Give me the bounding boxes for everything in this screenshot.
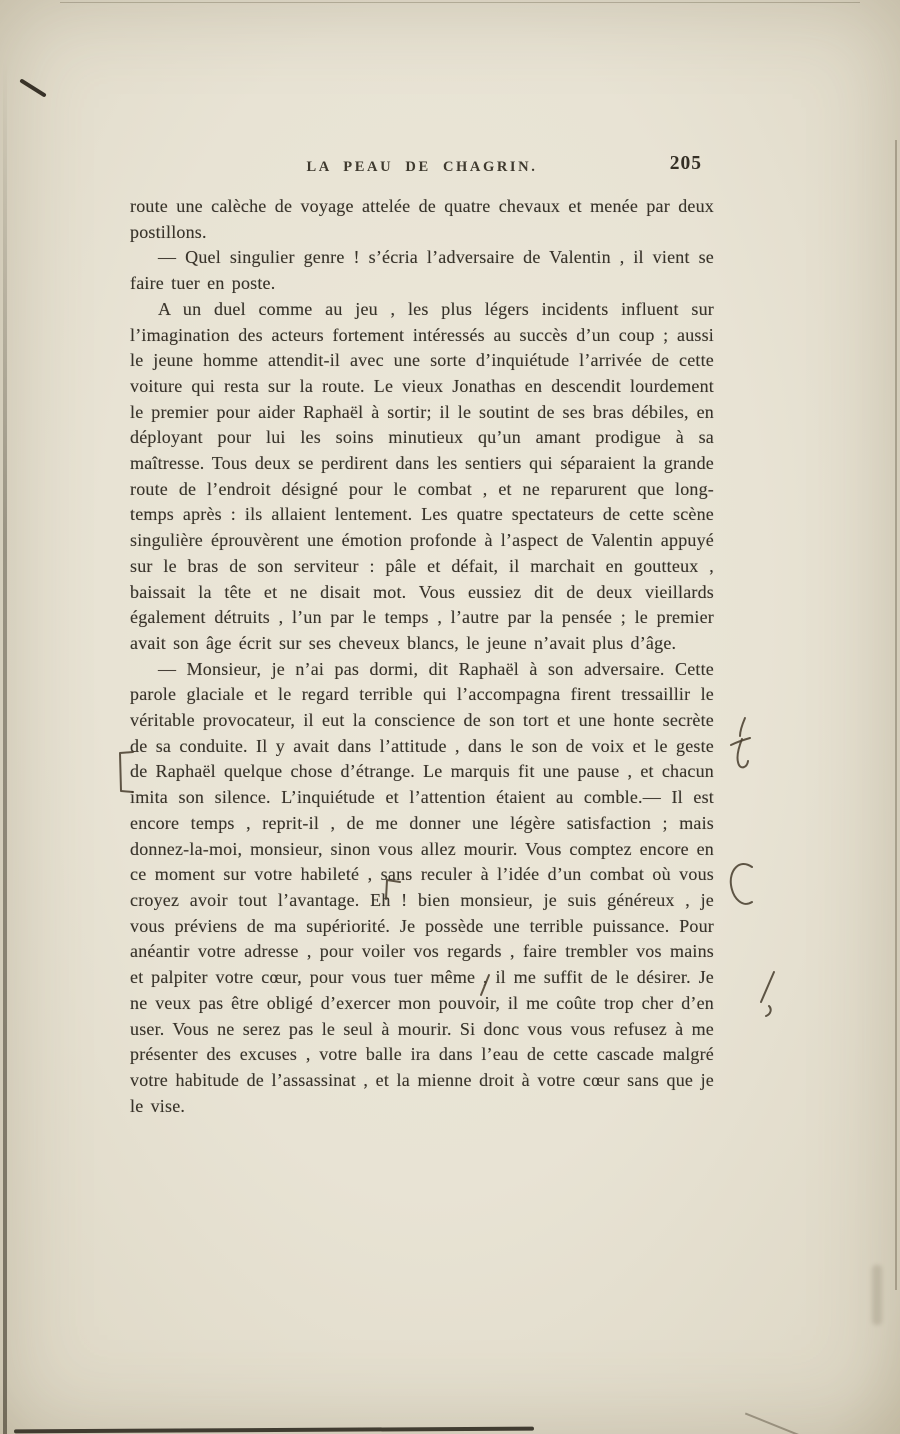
- handwritten-margin-mark-c: [726, 858, 756, 910]
- running-title: LA PEAU DE CHAGRIN.: [306, 159, 538, 175]
- text-column: [130, 152, 714, 1119]
- scan-edge-mark-topleft: [19, 78, 47, 97]
- scan-edge-mark-bottom-right: [745, 1412, 803, 1434]
- scan-edge-line-top: [60, 2, 860, 3]
- ink-bleedthrough-smudge: [872, 1265, 882, 1325]
- scan-edge-shadow-left: [3, 60, 7, 1434]
- page-number: 205: [669, 153, 702, 174]
- scan-edge-line-right: [895, 140, 897, 1290]
- paragraph: A un duel comme au jeu , les plus légers incidents influent sur l’imagination des acteurs fortement intéressés au succès d’un coup ; aussi le jeune homme attendit-il avec une sorte d’inquiétude l’arrivée de cette voiture qui resta sur la route. Le vieux Jonathas en descendit lourdement le premier pour aider Raphaël à sortir; il le soutint de ses bras débiles, en déployant pour lui les soins minutieux qu’un amant prodigue à sa maîtresse. Tous deux se perdirent dans les sentiers qui séparaient la grande route de l’endroit désigné pour le combat , et ne reparurent que long-temps après : ils allaient lentement. Les quatre spectateurs de cette scène singulière éprouvèrent une émotion profonde à l’aspect de Valentin appuyé sur le bras de son serviteur : pâle et défait, il marchait en goutteux , baissait la tête et ne disait mot. Vous eussiez dit de deux vieillards également détruits , l’un par le temps , l’autre par la pensée ; le premier avait son âge écrit sur ses cheveux blancs, le jeune n’avait plus d’âge.: [130, 298, 714, 653]
- scan-edge-mark-bottom: [14, 1427, 534, 1434]
- paragraph: — Quel singulier genre ! s’écria l’adversaire de Valentin , il vient se faire tuer en poste.: [130, 247, 714, 294]
- page-body: [130, 194, 714, 1119]
- page-header: [130, 152, 714, 194]
- handwritten-margin-mark-cursive-t: [722, 715, 758, 775]
- paragraph: route une calèche de voyage attelée de quatre chevaux et menée par deux postillons.: [130, 196, 714, 242]
- paragraph: — Monsieur, je n’ai pas dormi, dit Raphaël à son adversaire. Cette parole glaciale et le regard terrible qui l’accompagna firent tressaillir le véritable provocateur, il eut la conscience de son tort et une honte secrète de sa conduite. Il y avait dans l’attitude , dans le son de voix et le geste de Raphaël quelque chose d’étrange. Le marquis fit une pause , et chacun imita son silence. L’inquiétude et l’attention étaient au comble.— Il est encore temps , reprit-il , de me donner une légère satisfaction ; mais donnez-la-moi, monsieur, sinon vous allez mourir. Vous comptez encore en ce moment sur votre habileté , sans reculer à l’idée d’un combat où vous croyez avoir tout l’avantage. Eh ! bien monsieur, je suis généreux , je vous préviens de ma supériorité. Je possède une terrible puissance. Pour anéantir votre adresse , pour voiler vos regards , faire trembler vos mains et palpiter votre cœur, pour vous tuer même , il me suffit de le désirer. Je ne veux pas être obligé d’exercer mon pouvoir, il me coûte trop cher d’en user. Vous ne serez pas le seul à mourir. Si donc vous vous refusez à me présenter des excuses , votre balle ira dans l’eau de cette cascade malgré votre habitude de l’assassinat , et la mienne droit à votre cœur sans que je le vise.: [130, 658, 714, 1116]
- handwritten-margin-slash-comma: [752, 968, 782, 1018]
